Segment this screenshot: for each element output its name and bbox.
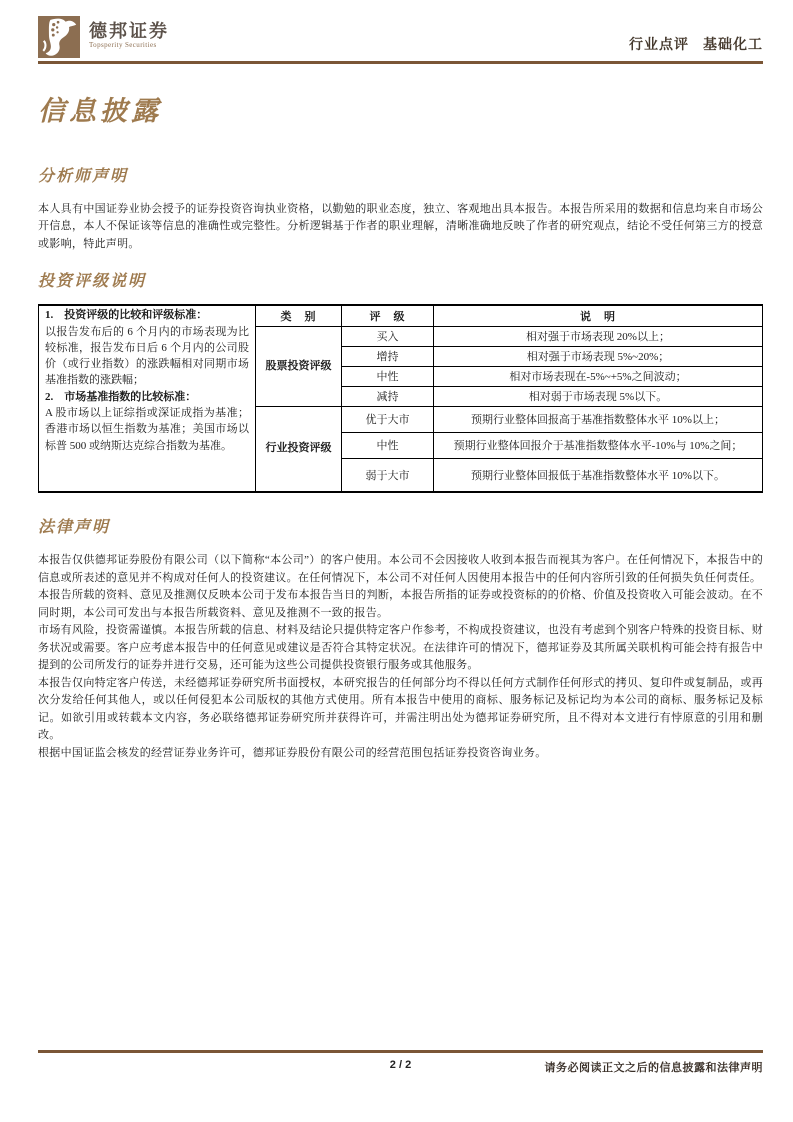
stock-rating-category: 股票投资评级 [256,326,342,406]
rating-underperform: 弱于大市 [342,458,434,492]
rating-criteria-cell [39,305,256,492]
rating-neutral: 中性 [342,366,434,386]
brand-block [38,16,169,58]
rating-overweight-desc: 相对强于市场表现 5%~20%； [434,346,763,366]
criteria-item-2-title: 2. 市场基准指数的比较标准： [45,390,197,403]
table-header-description: 说 明 [434,305,763,326]
legal-paragraph-1: 本报告仅供德邦证券股份有限公司（以下简称“本公司”）的客户使用。本公司不会因接收人收到本报告而视其为客户。在任何情况下，本报告中的信息或所表述的意见并不构成对任何人的投资建议。在任何情况下，本公司不对任何人因使用本报告中的任何内容所引致的任何损失负任何责任。 [38,554,763,584]
rating-outperform-desc: 预期行业整体回报高于基准指数整体水平 10%以上； [434,406,763,432]
brand-name-en: Topsperity Securities [89,41,157,49]
footer-row [38,1059,763,1075]
industry-rating-category: 行业投资评级 [256,406,342,492]
criteria-item-1-title: 1. 投资评级的比较和评级标准： [45,309,208,322]
rating-industry-neutral: 中性 [342,432,434,458]
leopard-logo-icon [38,16,80,58]
rating-table [38,304,763,493]
criteria-item-1-body: 以报告发布后的 6 个月内的市场表现为比较标准，报告发布日后 6 个月内的公司股价（或行业指数）的涨跌幅相对同期市场基准指数的涨跌幅； [45,325,249,387]
page-title: 信息披露 [38,96,162,126]
report-category [629,34,763,58]
industry-label: 基础化工 [703,38,763,53]
legal-statement-heading: 法律声明 [38,519,111,537]
rating-underperform-desc: 预期行业整体回报低于基准指数整体水平 10%以下。 [434,458,763,492]
rating-underweight-desc: 相对弱于市场表现 5%以下。 [434,386,763,406]
legal-paragraph-3: 市场有风险，投资需谨慎。本报告所载的信息、材料及结论只提供特定客户作参考，不构成投资建议，也没有考虑到个别客户特殊的投资目标、财务状况或需要。客户应考虑本报告中的任何意见或建议是否符合其特定状况。在法律许可的情况下，德邦证券及其所属关联机构可能会持有报告中提到的公司所发行的证券并进行交易，还可能为这些公司提供投资银行服务或其他服务。 [38,624,763,672]
footer-disclaimer: 请务必阅读正文之后的信息披露和法律声明 [544,1061,763,1074]
analyst-statement-text: 本人具有中国证券业协会授予的证券投资咨询执业资格，以勤勉的职业态度，独立、客观地出具本报告。本报告所采用的数据和信息均来自市场公开信息，本人不保证该等信息的准确性或完整性。分析逻辑基于作者的职业理解，清晰准确地反映了作者的研究观点，结论不受任何第三方的授意或影响，特此声明。 [38,203,763,250]
rating-outperform: 优于大市 [342,406,434,432]
legal-paragraph-5: 根据中国证监会核发的经营证券业务许可，德邦证券股份有限公司的经营范围包括证券投资咨询业务。 [38,746,547,759]
brand-name-cn: 德邦证券 [89,21,169,41]
table-header-rating: 评 级 [342,305,434,326]
page-footer [38,1050,763,1075]
rating-underweight: 减持 [342,386,434,406]
rating-buy-desc: 相对强于市场表现 20%以上； [434,326,763,346]
header-divider [38,61,763,64]
rating-section-heading: 投资评级说明 [38,273,147,291]
rating-buy: 买入 [342,326,434,346]
legal-statement-text [38,552,763,762]
page-number: 2 / 2 [389,1058,412,1071]
rating-industry-neutral-desc: 预期行业整体回报介于基准指数整体水平-10%与 10%之间； [434,432,763,458]
rating-neutral-desc: 相对市场表现在-5%~+5%之间波动； [434,366,763,386]
report-type-label: 行业点评 [629,38,689,53]
legal-paragraph-2: 本报告所载的资料、意见及推测仅反映本公司于发布本报告当日的判断，本报告所指的证券或投资标的的价格、价值及投资收入可能会波动。在不同时期，本公司可发出与本报告所载资料、意见及推测不一致的报告。 [38,589,763,619]
legal-paragraph-4: 本报告仅向特定客户传送，未经德邦证券研究所书面授权，本研究报告的任何部分均不得以任何方式制作任何形式的拷贝、复印件或复制品，或再次分发给任何其他人，或以任何侵犯本公司版权的其他方式使用。所有本报告中使用的商标、服务标记及标记均为本公司的商标、服务标记及标记。如欲引用或转载本文内容，务必联络德邦证券研究所并获得许可，并需注明出处为德邦证券研究所，且不得对本文进行有悖原意的引用和删改。 [38,676,763,742]
analyst-statement-heading: 分析师声明 [38,168,129,185]
brand-text [89,16,169,49]
page-header [38,0,763,58]
criteria-item-2-body: A 股市场以上证综指或深证成指为基准；香港市场以恒生指数为基准；美国市场以标普 500 或纳斯达克综合指数为基准。 [45,407,249,452]
table-header-category: 类 别 [256,305,342,326]
footer-divider [38,1050,763,1053]
rating-overweight: 增持 [342,346,434,366]
